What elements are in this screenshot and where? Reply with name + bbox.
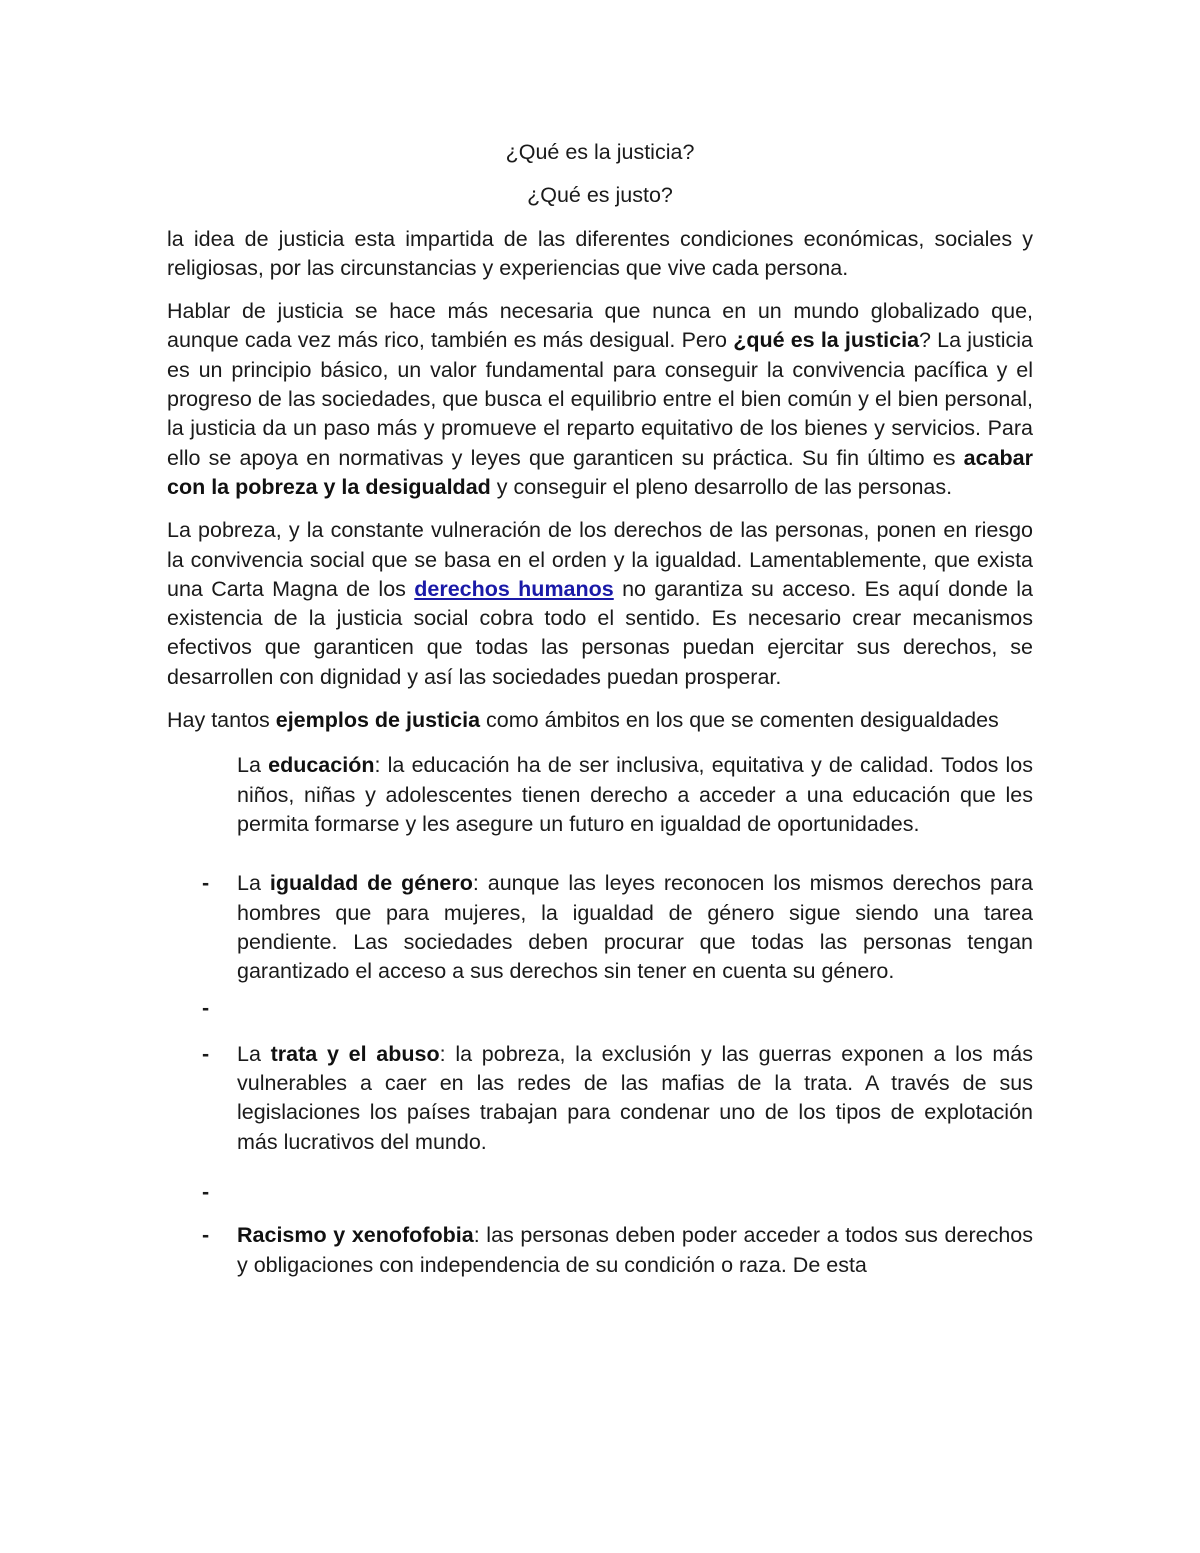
paragraph-poverty-text-b: no garantiza su acceso. Es aquí donde la existencia de la justicia social cobra todo el sentido. Es necesario crear mecanismos efectivos que garanticen que todas las personas puedan ejercitar sus derechos, se desarrollen con dignidad y así las sociedades puedan prosperar. [167,576,1034,689]
list-bullet: - [202,1041,210,1066]
list-item-empty [167,994,1033,1023]
list-item-racism [167,1221,1033,1280]
item-racism-bold: Racismo y xenofofobia [237,1223,474,1248]
item-education-text: : la educación ha de ser inclusiva, equitativa y de calidad. Todos los niños, niñas y adolescentes tienen derecho a acceder a una educación que les permita formarse y les asegure un futuro en igualdad de oportunidades. [237,753,1033,836]
list-bullet: - [202,1179,210,1204]
paragraph-definition-text-e: y conseguir el pleno desarrollo de las personas. [490,474,953,499]
paragraph-definition-bold-goal: acabar con la pobreza y la desigualdad [167,445,1033,499]
item-gender-text: : aunque las leyes reconocen los mismos derechos para hombres que para mujeres, la igualdad de género sigue siendo una tarea pendiente. Las sociedades deben procurar que todas las personas tengan garantizado el acceso a sus derechos sin tener en cuenta su género. [237,871,1033,984]
item-education-bold: educación [268,753,375,778]
document-subtitle: ¿Qué es justo? [527,183,673,208]
paragraph-definition [167,297,1033,502]
list-bullet: - [202,996,210,1021]
paragraph-poverty [167,516,1033,692]
list-item-trafficking [167,1040,1033,1157]
document-title: ¿Qué es la justicia? [505,140,695,164]
list-item-empty [167,1178,1033,1207]
item-gender-prefix: La [237,871,270,896]
item-trafficking-text: : la pobreza, la exclusión y las guerras exponen a los más vulnerables a caer en las redes de las mafias de la trata. A través de sus legislaciones los países trabajan para condenar uno de los tipos de explotación más lucrativos del mundo. [237,1041,1033,1154]
list-bullet: - [202,1223,210,1248]
paragraph-examples-text-a: Hay tantos [167,708,276,733]
list-item-education [167,751,1033,839]
paragraph-intro: la idea de justicia esta impartida de las diferentes condiciones económicas, sociales y religiosas, por las circunstancias y experiencias que vive cada persona. [167,226,1033,280]
list-bullet: - [202,871,210,896]
paragraph-poverty-text-a: La pobreza, y la constante vulneración de los derechos de las personas, ponen en riesgo la convivencia social que se basa en el orden y la igualdad. Lamentablemente, que exista una Carta Magna de los [167,518,1033,601]
human-rights-link[interactable]: derechos humanos [414,576,614,601]
paragraph-examples-text-c: como ámbitos en los que se comenten desigualdades [480,708,999,733]
paragraph-definition-text-a: Hablar de justicia se hace más necesaria que nunca en un mundo globalizado que, aunque cada vez más rico, también es más desigual. Pero [167,299,1033,353]
item-trafficking-prefix: La [237,1041,271,1066]
paragraph-definition-text-c: ? La justicia es un principio básico, un valor fundamental para conseguir la convivencia pacífica y el progreso de las sociedades, que busca el equilibrio entre el bien común y el bien personal, la justicia da un paso más y promueve el reparto equitativo de los bienes y servicios. Para ello se apoya en normativas y leyes que garanticen su práctica. Su fin último es [167,328,1033,470]
paragraph-definition-bold-question: ¿qué es la justicia [733,328,920,353]
item-education-prefix: La [237,753,269,778]
item-gender-bold: igualdad de género [269,871,473,896]
list-gap [167,839,1033,869]
item-trafficking-bold: trata y el abuso [270,1041,440,1066]
document-body [167,138,1033,1280]
item-racism-text: : las personas deben poder acceder a todos sus derechos y obligaciones con independencia de su condición o raza. De esta [237,1223,1034,1277]
list-item-gender-equality [167,869,1033,986]
paragraph-examples-bold: ejemplos de justicia [275,708,481,733]
paragraph-examples-intro [167,706,1033,735]
